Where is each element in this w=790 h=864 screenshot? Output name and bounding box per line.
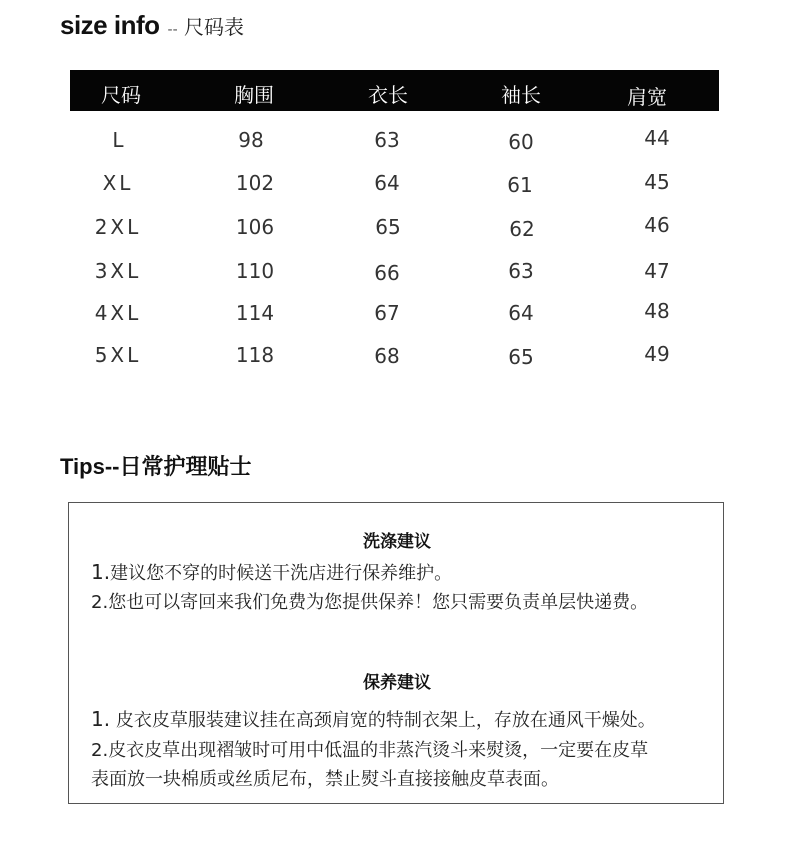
tip-text: 您也可以寄回来我们免费为您提供保养！您只需要负责单层快递费。 xyxy=(108,592,649,613)
cell-shoulder: 47 xyxy=(644,259,670,283)
cell-size: 4XL xyxy=(94,301,142,325)
cell-length: 66 xyxy=(374,261,400,285)
size-info-heading xyxy=(60,10,244,46)
size-table-header xyxy=(70,70,719,111)
cell-shoulder: 49 xyxy=(644,342,670,366)
tip-text: 皮衣皮草出现褶皱时可用中低温的非蒸汽烫斗来熨烫，一定要在皮草 xyxy=(108,740,649,761)
cell-sleeve: 61 xyxy=(507,173,533,197)
cell-chest: 106 xyxy=(235,215,275,239)
cell-length: 63 xyxy=(374,128,400,152)
cell-length: 68 xyxy=(374,344,400,368)
table-row xyxy=(70,299,719,329)
cell-size: L xyxy=(112,128,124,152)
cell-size: XL xyxy=(102,171,134,195)
washing-tip-2 xyxy=(91,588,648,614)
cell-size: 5XL xyxy=(94,343,142,367)
table-row xyxy=(70,169,719,199)
cell-size: 2XL xyxy=(94,215,142,239)
cell-chest: 118 xyxy=(235,343,275,367)
tip-number: 1. xyxy=(91,707,111,731)
maintenance-tip-1 xyxy=(91,706,656,732)
maintenance-tip-2-continued: 表面放一块棉质或丝质尼布，禁止熨斗直接接触皮草表面。 xyxy=(91,769,559,790)
cell-shoulder: 45 xyxy=(644,170,670,194)
cell-sleeve: 63 xyxy=(508,259,534,283)
cell-length: 65 xyxy=(375,215,401,239)
maintenance-tip-2 xyxy=(91,736,648,762)
tip-number: 2. xyxy=(91,740,109,761)
cell-chest: 110 xyxy=(235,259,275,283)
table-row xyxy=(70,126,719,156)
tip-number: 2. xyxy=(91,592,109,613)
cell-sleeve: 60 xyxy=(508,130,534,154)
washing-tip-1 xyxy=(91,559,452,585)
table-row xyxy=(70,257,719,287)
cell-shoulder: 44 xyxy=(644,126,670,150)
header-sleeve: 袖长 xyxy=(501,83,541,107)
cell-length: 67 xyxy=(374,301,400,325)
cell-length: 64 xyxy=(374,171,400,195)
header-size: 尺码 xyxy=(101,83,141,107)
size-info-subtitle xyxy=(168,11,244,40)
tips-heading: Tips--日常护理贴士 xyxy=(60,454,252,479)
table-row xyxy=(70,341,719,371)
cell-size: 3XL xyxy=(94,259,142,283)
size-info-title-cn: 尺码表 xyxy=(183,15,244,39)
cell-sleeve: 62 xyxy=(509,217,535,241)
size-info-title: size info xyxy=(60,10,160,40)
cell-chest: 114 xyxy=(235,301,275,325)
cell-sleeve: 64 xyxy=(508,301,534,325)
table-row xyxy=(70,213,719,243)
header-length: 衣长 xyxy=(368,83,408,107)
tip-text: 建议您不穿的时候送干洗店进行保养维护。 xyxy=(110,563,453,584)
maintenance-advice-title: 保养建议 xyxy=(363,673,431,693)
tips-box xyxy=(68,502,724,804)
washing-advice-title: 洗涤建议 xyxy=(363,532,431,552)
size-info-separator: -- xyxy=(167,22,178,38)
cell-chest: 102 xyxy=(235,171,275,195)
header-chest: 胸围 xyxy=(234,83,274,107)
tip-text: 皮衣皮草服装建议挂在高颈肩宽的特制衣架上，存放在通风干燥处。 xyxy=(110,710,656,731)
header-shoulder: 肩宽 xyxy=(627,85,667,109)
cell-chest: 98 xyxy=(238,128,264,152)
cell-sleeve: 65 xyxy=(508,345,534,369)
cell-shoulder: 46 xyxy=(644,213,670,237)
cell-shoulder: 48 xyxy=(644,299,670,323)
tip-number: 1. xyxy=(91,560,111,584)
